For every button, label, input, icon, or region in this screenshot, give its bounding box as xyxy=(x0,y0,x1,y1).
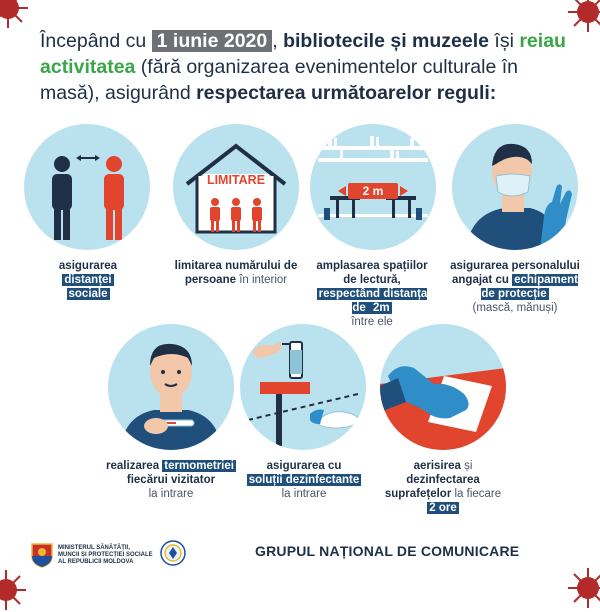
rule-caption-2: limitarea numărului de persoane în interior xyxy=(174,260,298,286)
wipe-surface-icon xyxy=(380,324,506,450)
virus-icon-top-right xyxy=(566,0,600,34)
limit-sign-label: LIMITARE xyxy=(206,173,266,187)
rule-caption-1: asigurarea distanței sociale xyxy=(58,260,118,300)
surface-disinfection-illustration xyxy=(380,324,506,450)
rule-caption-3: amplasarea spațiilor de lectură, respectând distanța de 2m între ele xyxy=(316,260,428,328)
thermometer-icon xyxy=(108,324,234,450)
virus-icon-top-left xyxy=(0,0,30,30)
arrow-right-icon xyxy=(400,186,408,196)
rule-caption-5: realizarea termometriei fiecărui vizitator la intrare xyxy=(106,460,234,500)
reading-space-illustration xyxy=(310,124,436,250)
emblem-icon xyxy=(160,540,186,566)
headline-green: reiau xyxy=(519,30,566,52)
headline-bold-end: respectarea următoarelor reguli: xyxy=(196,82,497,104)
people-distance-icon xyxy=(24,124,150,250)
rule-caption-7: aerisirea și dezinfectarea suprafețelor la fiecare 2 ore xyxy=(384,460,502,514)
rule-caption-4: asigurarea personalului angajat cu echipament de protecție (mască, mănuși) xyxy=(450,260,580,314)
moldova-coat-of-arms-icon xyxy=(30,540,54,568)
ministry-name: MINISTERUL SĂNĂTĂȚII, MUNCII ȘI PROTECȚIEI SOCIALE AL REPUBLICII MOLDOVA xyxy=(58,545,153,565)
footer-group-title: GRUPUL NAȚIONAL DE COMUNICARE xyxy=(255,543,520,559)
rule-caption-6: asigurarea cu soluții dezinfectante la intrare xyxy=(248,460,360,500)
distance-label: 2 m xyxy=(348,183,398,199)
headline-bold: bibliotecile și muzeele xyxy=(283,30,489,52)
headline: Începând cu 1 iunie 2020 , bibliotecile și muzeele își reiau activitatea (fără organizarea evenimentelor culturale în masă), asigurând respectarea următoarelor reguli: xyxy=(40,30,566,104)
disinfectant-illustration xyxy=(240,324,366,450)
arrow-left-icon xyxy=(338,186,346,196)
social-distance-illustration xyxy=(24,124,150,250)
headline-date: 1 iunie 2020 xyxy=(152,30,273,52)
headline-green-2: activitatea xyxy=(40,56,136,78)
protective-equipment-illustration xyxy=(452,124,578,250)
mask-gloves-icon xyxy=(452,124,578,250)
limit-people-illustration xyxy=(173,124,299,250)
house-icon xyxy=(173,124,299,250)
sanitizer-dispenser-icon xyxy=(240,324,366,450)
headline-text: Începând cu xyxy=(40,30,152,52)
thermometry-illustration xyxy=(108,324,234,450)
virus-icon-bottom-right xyxy=(566,566,600,610)
virus-icon-bottom-left xyxy=(0,568,28,612)
